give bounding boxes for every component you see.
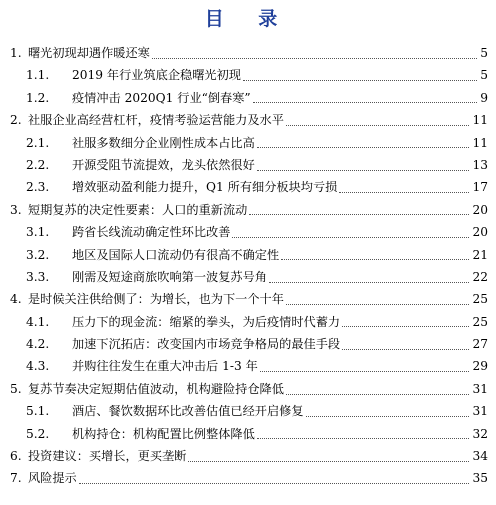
- toc-page-number: 11: [472, 113, 488, 128]
- toc-subsection-row[interactable]: [0, 355, 496, 377]
- toc-entry-title: 社服企业高经营杠杆，疫情考验运营能力及水平: [28, 109, 286, 131]
- toc-entry-title: 疫情冲击 2020Q1 行业“倒春寒”: [72, 87, 253, 109]
- toc-entry-number: 2.1.: [26, 135, 50, 150]
- toc-entry: [28, 42, 488, 64]
- toc-entry-title: 2019 年行业筑底企稳曙光初现: [72, 64, 243, 86]
- toc-section-row[interactable]: [0, 109, 496, 131]
- toc-section-row[interactable]: [0, 199, 496, 221]
- toc-entry-title: 机构持仓：机构配置比例整体降低: [72, 423, 257, 445]
- dot-leader: [286, 393, 470, 395]
- toc-page-number: 31: [472, 381, 488, 396]
- toc-entry-title: 酒店、餐饮数据环比改善估值已经开启修复: [72, 400, 306, 422]
- toc-entry-number: 3.3.: [26, 269, 50, 284]
- toc-page-number: 29: [472, 359, 488, 374]
- dot-leader: [286, 303, 470, 305]
- dot-leader: [339, 191, 469, 193]
- toc-entry-title: 风险提示: [28, 467, 79, 489]
- toc-page-number: 25: [472, 292, 488, 307]
- toc-entry-title: 是时候关注供给侧了：为增长，也为下一个十年: [28, 288, 286, 310]
- toc-section-row[interactable]: [0, 445, 496, 467]
- toc-entry: [28, 109, 488, 131]
- dot-leader: [232, 236, 469, 238]
- toc-entry-number: 2.3.: [26, 180, 50, 195]
- dot-leader: [253, 101, 478, 103]
- toc-subsection-row[interactable]: [0, 333, 496, 355]
- page-title: 目 录: [204, 8, 292, 30]
- toc-entry: [72, 154, 488, 176]
- dot-leader: [260, 370, 470, 372]
- toc-entry-title: 曙光初现却遇作暖还寒: [28, 42, 152, 64]
- dot-leader: [152, 57, 477, 59]
- toc-page-number: 5: [480, 68, 488, 83]
- toc-subsection-row[interactable]: [0, 221, 496, 243]
- dot-leader: [188, 460, 469, 462]
- toc-subsection-row[interactable]: [0, 244, 496, 266]
- toc-entry-number: 3.2.: [26, 247, 50, 262]
- toc-entry-title: 压力下的现金流：缩紧的拳头，为后疫情时代蓄力: [72, 311, 342, 333]
- toc-entry-title: 复苏节奏决定短期估值波动，机构避险持仓降低: [28, 378, 286, 400]
- toc-subsection-row[interactable]: [0, 154, 496, 176]
- toc-entry: [72, 355, 488, 377]
- toc-section-row[interactable]: [0, 378, 496, 400]
- toc-subsection-row[interactable]: [0, 132, 496, 154]
- toc-entry: [72, 132, 488, 154]
- toc-page-number: 17: [472, 180, 488, 195]
- toc-page-number: 25: [472, 314, 488, 329]
- toc-page-number: 9: [480, 90, 488, 105]
- toc-entry-number: 1.2.: [26, 90, 50, 105]
- toc-entry-title: 社服多数细分企业刚性成本占比高: [72, 132, 257, 154]
- toc-entry: [72, 87, 488, 109]
- dot-leader: [269, 281, 469, 283]
- dot-leader: [243, 79, 477, 81]
- toc-entry-number: 1.: [10, 46, 22, 60]
- toc-entry-number: 5.1.: [26, 404, 50, 419]
- toc-entry-title: 加速下沉拓店：改变国内市场竞争格局的最佳手段: [72, 333, 342, 355]
- toc-entry: [72, 423, 488, 445]
- toc-entry-number: 2.2.: [26, 157, 50, 172]
- toc-section-row[interactable]: [0, 288, 496, 310]
- toc-page-number: 20: [472, 225, 488, 240]
- dot-leader: [257, 146, 470, 148]
- toc-section-row[interactable]: [0, 467, 496, 489]
- toc-subsection-row[interactable]: [0, 423, 496, 445]
- toc-subsection-row[interactable]: [0, 400, 496, 422]
- toc-entry-title: 并购往往发生在重大冲击后 1-3 年: [72, 355, 260, 377]
- toc-entry-title: 跨省长线流动确定性环比改善: [72, 221, 232, 243]
- toc-entry: [28, 378, 488, 400]
- toc-page-number: 35: [472, 471, 488, 486]
- toc-entry: [72, 266, 488, 288]
- toc-entry: [72, 244, 488, 266]
- toc-entry-title: 短期复苏的决定性要素：人口的重新流动: [28, 199, 249, 221]
- toc-page-number: 13: [472, 157, 488, 172]
- dot-leader: [342, 325, 469, 327]
- toc-subsection-row[interactable]: [0, 266, 496, 288]
- toc-entry: [28, 199, 488, 221]
- toc-subsection-row[interactable]: [0, 176, 496, 198]
- toc-page-number: 31: [472, 404, 488, 419]
- dot-leader: [281, 258, 469, 260]
- dot-leader: [286, 124, 470, 126]
- toc-page-number: 32: [472, 426, 488, 441]
- toc-entry-number: 3.1.: [26, 225, 50, 240]
- toc-entry: [72, 400, 488, 422]
- toc-page-number: 20: [472, 202, 488, 217]
- toc-subsection-row[interactable]: [0, 87, 496, 109]
- dot-leader: [249, 213, 469, 215]
- toc-entry-number: 4.: [10, 292, 22, 307]
- toc-section-row[interactable]: [0, 42, 496, 64]
- toc-entry-title: 地区及国际人口流动仍有很高不确定性: [72, 244, 281, 266]
- table-of-contents: [0, 42, 496, 490]
- toc-entry: [72, 64, 488, 86]
- toc-page-number: 27: [472, 337, 488, 352]
- toc-subsection-row[interactable]: [0, 311, 496, 333]
- toc-entry: [28, 467, 488, 489]
- toc-page-number: 5: [480, 46, 488, 60]
- toc-entry-number: 2.: [10, 113, 22, 128]
- toc-page-number: 21: [472, 247, 488, 262]
- toc-entry-number: 4.1.: [26, 314, 50, 329]
- dot-leader: [257, 169, 470, 171]
- toc-entry-number: 3.: [10, 202, 22, 217]
- dot-leader: [79, 482, 470, 484]
- toc-entry-number: 4.3.: [26, 359, 50, 374]
- toc-entry-number: 1.1.: [26, 68, 50, 83]
- toc-entry: [72, 333, 488, 355]
- toc-entry: [72, 221, 488, 243]
- toc-entry-number: 4.2.: [26, 337, 50, 352]
- toc-entry-title: 增效驱动盈利能力提升，Q1 所有细分板块均亏损: [72, 176, 339, 198]
- toc-subsection-row[interactable]: [0, 64, 496, 86]
- toc-entry: [72, 176, 488, 198]
- toc-page-number: 34: [472, 449, 488, 464]
- toc-entry-number: 7.: [10, 471, 22, 486]
- toc-entry-number: 5.2.: [26, 426, 50, 441]
- toc-entry: [28, 445, 488, 467]
- toc-page-number: 22: [472, 269, 488, 284]
- toc-entry: [72, 311, 488, 333]
- toc-entry-title: 开源受阻节流提效，龙头依然很好: [72, 154, 257, 176]
- toc-entry-number: 6.: [10, 449, 22, 464]
- dot-leader: [342, 348, 469, 350]
- toc-entry: [28, 288, 488, 310]
- toc-entry-title: 刚需及短途商旅吹响第一波复苏号角: [72, 266, 269, 288]
- toc-entry-title: 投资建议：买增长，更买垄断: [28, 445, 188, 467]
- dot-leader: [306, 415, 470, 417]
- toc-entry-number: 5.: [10, 381, 22, 396]
- dot-leader: [257, 437, 470, 439]
- toc-page-number: 11: [472, 135, 488, 150]
